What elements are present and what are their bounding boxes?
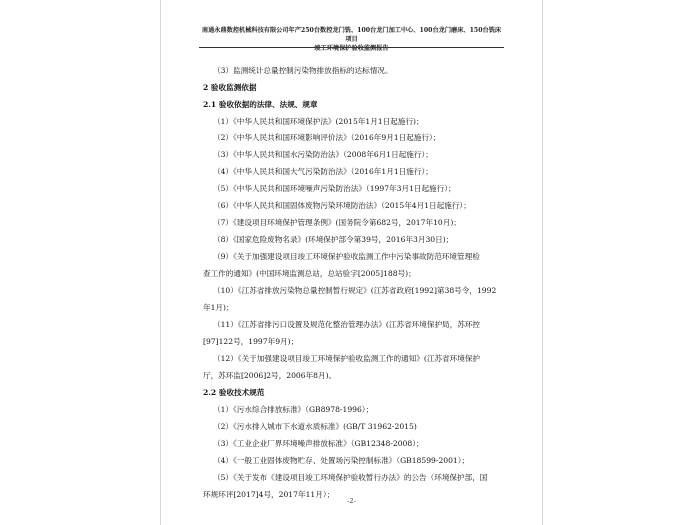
law-item-11: （11）《江苏省排污口设置及规范化整治管理办法》(江苏省环境保护局，苏环控 bbox=[213, 320, 481, 329]
law-item-8: （8）《国家危险废物名录》(环境保护部令第39号，2016年3月30日)； bbox=[213, 235, 454, 244]
standard-item-1: （1）《污水综合排放标准》（GB8978-1996）； bbox=[213, 405, 374, 414]
header-line-1: 南通永鼎数控机械科技有限公司年产250台数控龙门铣、100台龙门加工中心、100台龙门磨床、150台铣床项目 bbox=[201, 27, 502, 43]
law-item-9: （9）《关于加强建设项目竣工环境保护验收监测工作中污染事故防范环境管理检 bbox=[213, 252, 480, 261]
header-divider bbox=[199, 47, 504, 48]
standard-item-4: （4）《一般工业固体废物贮存、处置场污染控制标准》（GB18599-2001）； bbox=[213, 456, 470, 465]
document-page bbox=[160, 0, 543, 525]
law-item-6: （6）《中华人民共和国固体废物污染环境防治法》（2015年4月1日起施行）； bbox=[213, 201, 471, 210]
law-item-7: （7）《建设项目环境保护管理条例》(国务院令第682号，2017年10月)； bbox=[213, 218, 461, 227]
law-item-5: （5）《中华人民共和国环境噪声污染防治法》（1997年3月1日起施行）； bbox=[213, 184, 456, 193]
section-2-2-heading: 2.2 验收技术规范 bbox=[203, 388, 265, 397]
law-item-12: （12）《关于加强建设项目竣工环境保护验收监测工作的通知》(江苏省环境保护 bbox=[213, 354, 481, 363]
law-item-9-continued: 查工作的通知》(中国环境监测总站，总站验字[2005]188号)； bbox=[203, 269, 416, 278]
standard-item-3: （3）《工业企业厂界环境噪声排放标准》（GB12348-2008）； bbox=[213, 439, 424, 448]
law-item-4: （4）《中华人民共和国大气污染防治法》（2016年1月1日施行）； bbox=[213, 167, 433, 176]
law-item-10: （10）《江苏省排放污染物总量控制暂行规定》(江苏省政府[1992]第38号令，1992 bbox=[213, 286, 497, 295]
standard-item-2: （2）《污水排入城市下水道水质标准》(GB/T 31962-2015) bbox=[213, 422, 417, 431]
law-item-1: （1）《中华人民共和国环境保护法》(2015年1月1日起施行)； bbox=[213, 117, 424, 126]
law-item-12-continued: 厅，苏环监[2006]2号，2006年8月)。 bbox=[203, 371, 337, 380]
page-number: -2- bbox=[347, 497, 356, 505]
section-2-heading: 2 验收监测依据 bbox=[203, 83, 257, 92]
page-header bbox=[199, 26, 504, 53]
law-item-2: （2）《中华人民共和国环境影响评价法》（2016年9月1日起施行）； bbox=[213, 133, 441, 142]
intro-paragraph: （3）监测统计总量控制污染物排放指标的达标情况。 bbox=[213, 66, 393, 75]
section-2-1-heading: 2.1 验收依据的法律、法规、规章 bbox=[203, 100, 318, 109]
standard-item-5-continued: 环规环评[2017]4号，2017年11月）； bbox=[203, 490, 335, 499]
standard-item-5: （5）《关于发布《建设项目竣工环境保护验收暂行办法》的公告（环境保护部，国 bbox=[213, 473, 488, 482]
law-item-3: （3）《中华人民共和国水污染防治法》（2008年6月1日起施行）； bbox=[213, 150, 433, 159]
law-item-10-continued: 年1月)； bbox=[203, 303, 234, 312]
law-item-11-continued: [97]122号，1997年9月)； bbox=[203, 337, 299, 346]
header-line-2: 竣工环境保护验收监测报告 bbox=[314, 45, 389, 52]
